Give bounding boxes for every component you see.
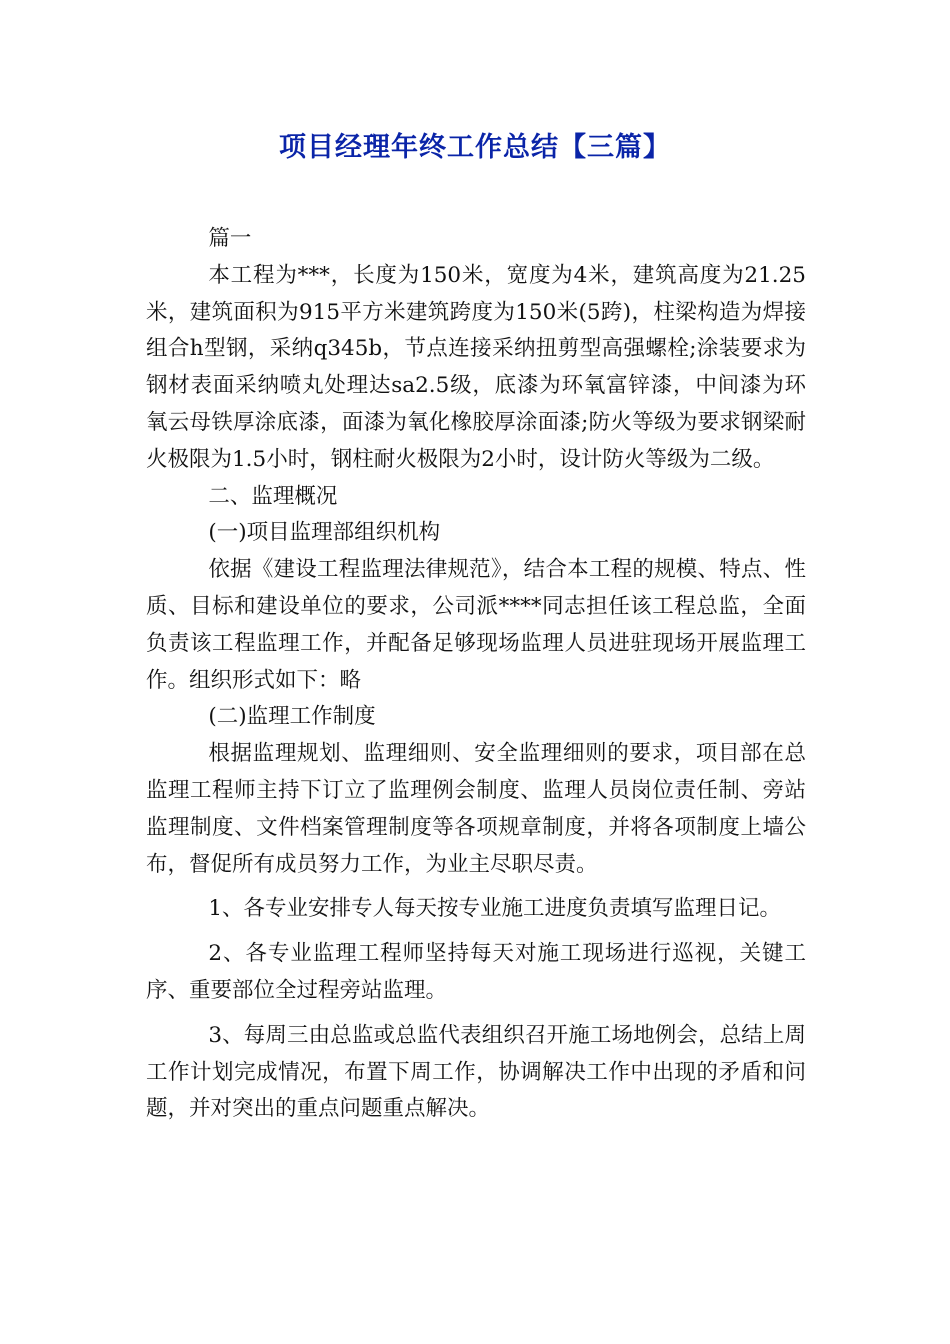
section-heading-part-one: 篇一	[208, 226, 252, 251]
document-title: 项目经理年终工作总结【三篇】	[279, 132, 671, 163]
section-heading-supervision-overview: 二、监理概况	[208, 483, 338, 509]
list-item-1: 1、各专业安排专人每天按专业施工进度负责填写监理日记。	[208, 896, 782, 922]
document-body	[146, 221, 806, 1128]
subheading-organization: (一)项目监理部组织机构	[208, 520, 441, 546]
paragraph-organization: 依据《建设工程监理法律规范》，结合本工程的规模、特点、性质、目标和建设单位的要求，公司派****同志担任该工程总监，全面负责该工程监理工作，并配备足够现场监理人员进驻现场开展监理工作。组织形式如下：略	[146, 557, 806, 693]
list-item-3: 3、每周三由总监或总监代表组织召开施工场地例会，总结上周工作计划完成情况，布置下周工作，协调解决工作中出现的矛盾和问题，并对突出的重点问题重点解决。	[146, 1022, 806, 1122]
paragraph-project-overview: 本工程为***，长度为150米，宽度为4米，建筑高度为21.25米，建筑面积为915平方米建筑跨度为150米(5跨)，柱梁构造为焊接组合h型钢，采纳q345b，节点连接采纳扭剪型高强螺栓;涂装要求为钢材表面采纳喷丸处理达sa2.5级，底漆为环氧富锌漆，中间漆为环氧云母铁厚涂底漆，面漆为氧化橡胶厚涂面漆;防火等级为要求钢梁耐火极限为1.5小时，钢柱耐火极限为2小时，设计防火等级为二级。	[146, 262, 806, 472]
subheading-work-system: (二)监理工作制度	[208, 704, 376, 730]
paragraph-work-system: 根据监理规划、监理细则、安全监理细则的要求，项目部在总监理工程师主持下订立了监理例会制度、监理人员岗位责任制、旁站监理制度、文件档案管理制度等各项规章制度，并将各项制度上墙公布，督促所有成员努力工作，为业主尽职尽责。	[146, 741, 806, 877]
list-item-2: 2、各专业监理工程师坚持每天对施工现场进行巡视，关键工序、重要部位全过程旁站监理。	[146, 941, 806, 1003]
